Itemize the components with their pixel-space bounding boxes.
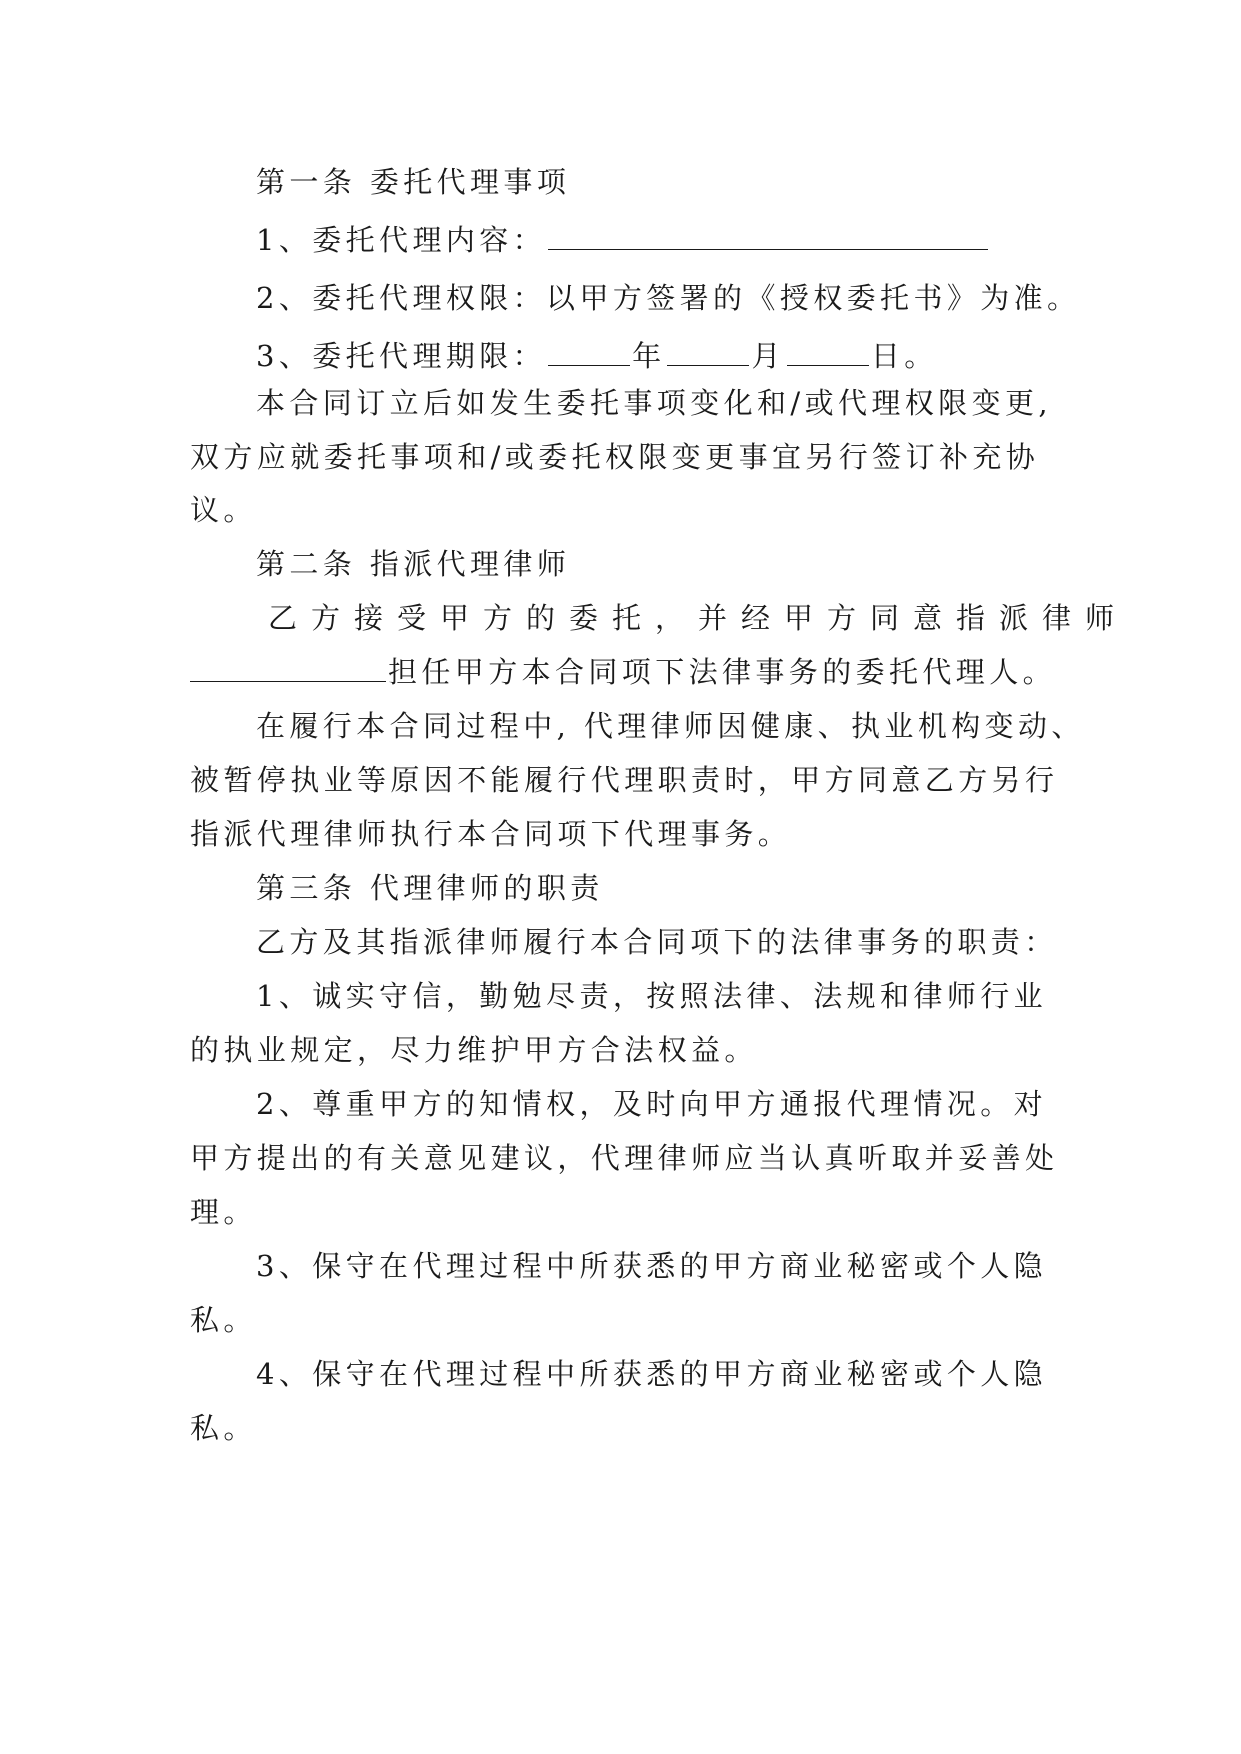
article-1-heading: 第一条 委托代理事项 bbox=[256, 165, 571, 199]
duty-4-line-2: 私。 bbox=[190, 1411, 257, 1445]
year-blank bbox=[548, 343, 630, 366]
content-blank bbox=[548, 227, 988, 250]
month-blank bbox=[667, 343, 749, 366]
article-2-paragraph-2-line-1: 在履行本合同过程中, 代理律师因健康、执业机构变动、 bbox=[256, 709, 1085, 743]
duty-4-line-1: 4、保守在代理过程中所获悉的甲方商业秘密或个人隐 bbox=[256, 1357, 1048, 1391]
duty-2-line-3: 理。 bbox=[190, 1195, 257, 1229]
article-3-heading: 第三条 代理律师的职责 bbox=[256, 871, 604, 905]
duty-1-line-1: 1、诚实守信，勤勉尽责，按照法律、法规和律师行业 bbox=[256, 979, 1048, 1013]
day-blank bbox=[787, 343, 869, 366]
article-2-paragraph-1-line-2: 担任甲方本合同项下法律事务的委托代理人。 bbox=[190, 643, 1070, 701]
article-1-item-1: 1、委托代理内容： bbox=[190, 211, 1070, 269]
article-1-item-2: 2、委托代理权限：以甲方签署的《授权委托书》为准。 bbox=[256, 281, 1081, 315]
duty-2-line-1: 2、尊重甲方的知情权，及时向甲方通报代理情况。对 bbox=[256, 1087, 1048, 1121]
duty-3-line-1: 3、保守在代理过程中所获悉的甲方商业秘密或个人隐 bbox=[256, 1249, 1048, 1283]
article-3-intro: 乙方及其指派律师履行本合同项下的法律事务的职责： bbox=[256, 925, 1058, 959]
article-2-heading: 第二条 指派代理律师 bbox=[256, 547, 571, 581]
article-1-paragraph-line-2: 双方应就委托事项和/或委托权限变更事宜另行签订补充协 bbox=[190, 440, 1040, 474]
article-2-paragraph-2-line-3: 指派代理律师执行本合同项下代理事务。 bbox=[190, 817, 792, 851]
lawyer-name-blank bbox=[190, 659, 386, 682]
article-2-paragraph-1-line-1: 乙方接受甲方的委托，并经甲方同意指派律师 bbox=[268, 601, 1129, 635]
article-2-paragraph-2-line-2: 被暂停执业等原因不能履行代理职责时，甲方同意乙方另行 bbox=[190, 763, 1059, 797]
duty-3-line-2: 私。 bbox=[190, 1303, 257, 1337]
duty-1-line-2: 的执业规定，尽力维护甲方合法权益。 bbox=[190, 1033, 758, 1067]
article-1-item-3: 3、委托代理期限： 年 月 日。 bbox=[256, 339, 938, 373]
article-1-paragraph-line-3: 议。 bbox=[190, 493, 257, 527]
duty-2-line-2: 甲方提出的有关意见建议，代理律师应当认真听取并妥善处 bbox=[190, 1141, 1059, 1175]
article-1-paragraph-line-1: 本合同订立后如发生委托事项变化和/或代理权限变更, bbox=[256, 386, 1052, 420]
